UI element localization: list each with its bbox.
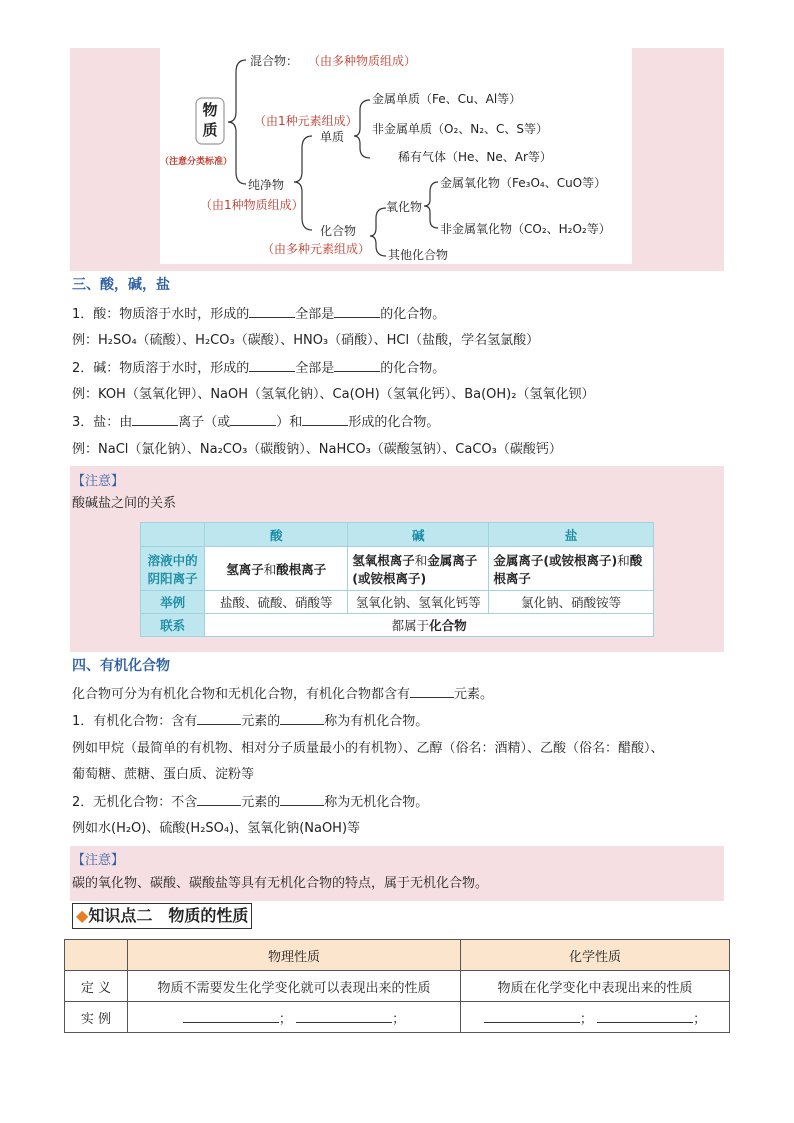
note-text-1: 酸碱盐之间的关系 [72,496,177,511]
link-compound: 化合物 [429,618,467,633]
metal-oxide: 金属氧化物（Fe₃O₄、CuO等） [440,176,607,190]
acid-blank-1[interactable] [249,305,295,318]
salt-def-part4: 形成的化合物。 [348,415,440,430]
intro-part1: 化合物可分为有机化合物和无机化合物，有机化合物都含有 [72,687,411,702]
other-compounds: 其他化合物 [388,248,449,262]
col-acid: 酸 [205,523,348,547]
inorg-def-part1: 2．无机化合物：不含 [72,795,198,810]
acid-ions [205,547,348,591]
acid-definition [72,305,445,324]
org-blank-2[interactable] [280,712,324,725]
acid-def-part1: 1．酸：物质溶于水时，形成的 [72,307,250,322]
salt-def-part1: 3．盐：由 [72,415,133,430]
row-link-head: 联系 [141,614,205,637]
acid-def-part3: 的化合物。 [380,307,446,322]
salt-def-part3: ）和 [276,415,303,430]
col-salt: 盐 [489,523,654,547]
chem-sep-2: ； [693,1011,707,1027]
salt-ions [489,547,654,591]
root-note: （注意分类标准） [160,157,233,167]
base-definition [72,359,445,378]
mixture-note: （由多种物质组成） [308,54,417,68]
base-ion-oh: 氢氧根离子 [352,552,415,568]
acid-ion-h: 氢离子 [226,561,264,577]
noble-gas: 稀有气体（He、Ne、Ar等） [398,150,552,164]
pure-label: 纯净物 [248,178,285,192]
salt-ion-and: 和 [617,552,630,568]
intro-blank[interactable] [410,685,454,698]
link-cell [205,614,654,637]
salt-blank-3[interactable] [302,413,348,426]
inorganic-examples: 例如水(H₂O)、硫酸(H₂SO₄)、氢氧化钠(NaOH)等 [72,821,361,836]
metal-simple: 金属单质（Fe、Cu、Al等） [372,92,522,106]
chemical-definition: 物质在化学变化中表现出来的性质 [461,971,730,1002]
organic-examples-1: 例如甲烷（最简单的有机物、相对分子质量最小的有机物）、乙醇（俗名：酒精）、乙酸（俗名：醋酸）、 [72,741,664,756]
col-base: 碱 [348,523,489,547]
org-blank-1[interactable] [197,712,241,725]
salt-examples: 例：NaCl（氯化钠）、Na₂CO₃（碳酸钠）、NaHCO₃（碳酸氢钠）、CaCO₃（碳酸钙） [72,442,562,457]
inorganic-definition [72,793,428,812]
nonmetal-simple: 非金属单质（O₂、N₂、C、S等） [372,122,549,136]
acid-blank-2[interactable] [334,305,380,318]
base-ions [348,547,489,591]
chem-sep-1: ； [579,1011,593,1027]
salt-def-part2: 离子（或 [178,415,231,430]
prop-corner [65,940,128,971]
root-node: 物质 [202,101,218,139]
col-physical: 物理性质 [128,940,461,971]
acid-examples: 例：H₂SO₄（硫酸）、H₂CO₃（碳酸）、HNO₃（硝酸）、HCl（盐酸，学名氢氯酸） [72,333,540,348]
compound-label: 化合物 [320,224,357,238]
property-table [64,939,730,1033]
row-definition-head: 定 义 [65,971,128,1002]
nonmetal-oxide: 非金属氧化物（CO₂、H₂O₂等） [440,222,611,236]
note-text-2: 碳的氧化物、碳酸、碳酸盐等具有无机化合物的特点，属于无机化合物。 [72,876,489,891]
salt-blank-1[interactable] [132,413,178,426]
acid-example-cell: 盐酸、硫酸、硝酸等 [205,591,348,614]
organic-examples-2: 葡萄糖、蔗糖、蛋白质、淀粉等 [72,767,255,782]
base-def-part3: 的化合物。 [380,361,446,376]
inorg-blank-1[interactable] [197,793,241,806]
base-ion-metal: 金属离子(或铵根离子) [352,552,478,586]
pure-note: （由1种物质组成） [200,198,304,212]
base-examples: 例：KOH（氢氧化钾）、NaOH（氢氧化钠）、Ca(OH)（氢氧化钙）、Ba(OH)₂（氢氧化钡） [72,387,595,402]
inorg-blank-2[interactable] [280,793,324,806]
base-blank-1[interactable] [249,359,295,372]
acid-ion-radical: 酸根离子 [276,561,327,577]
base-def-part1: 2．碱：物质溶于水时，形成的 [72,361,250,376]
salt-ion-radical: 酸根离子 [493,552,643,586]
section4-title: 四、有机化合物 [72,658,170,674]
section3-title: 三、酸，碱，盐 [72,277,170,293]
physical-definition: 物质不需要发生化学变化就可以表现出来的性质 [128,971,461,1002]
acid-base-salt-table [140,522,654,637]
table-corner [141,523,205,547]
col-chemical: 化学性质 [461,940,730,971]
org-def-part2: 元素的 [241,714,281,729]
salt-ion-metal: 金属离子(或铵根离子) [493,552,618,568]
base-ion-and: 和 [414,552,428,568]
diamond-icon: ◆ [76,906,89,925]
chemical-examples [461,1002,730,1033]
simple-label: 单质 [320,130,345,144]
phys-sep-1: ； [278,1011,292,1027]
physical-examples [128,1002,461,1033]
simple-note: （由1种元素组成） [254,114,358,128]
phys-sep-2: ； [392,1011,406,1027]
salt-definition [72,413,439,432]
classification-diagram [160,48,632,264]
salt-example-cell: 氯化钠、硝酸铵等 [489,591,654,614]
organic-definition [72,712,428,731]
phys-blank-2[interactable] [296,1010,392,1023]
chem-blank-1[interactable] [484,1010,580,1023]
chem-blank-2[interactable] [597,1010,693,1023]
mixture-label: 混合物： [250,54,299,68]
link-text: 都属于 [391,618,430,633]
salt-blank-2[interactable] [230,413,276,426]
base-blank-2[interactable] [334,359,380,372]
compound-note: （由多种元素组成） [262,242,371,256]
acid-def-part2: 全部是 [295,307,335,322]
row-example-head: 举例 [141,591,205,614]
organic-intro [72,685,493,704]
note-heading-1: 【注意】 [72,474,125,489]
inorg-def-part3: 称为无机化合物。 [324,795,429,810]
base-example-cell: 氢氧化钠、氢氧化钙等 [348,591,489,614]
knowledge2-header [72,903,252,929]
row-example-head-2: 实 例 [65,1002,128,1033]
oxide-label: 氧化物 [386,200,423,214]
intro-part2: 元素。 [454,687,494,702]
row-ions-head: 溶液中的阴阳离子 [141,547,205,591]
base-def-part2: 全部是 [295,361,335,376]
note-heading-2: 【注意】 [72,853,125,868]
phys-blank-1[interactable] [183,1010,279,1023]
inorg-def-part2: 元素的 [241,795,281,810]
acid-ion-and: 和 [263,561,277,577]
knowledge2-title: 知识点二 物质的性质 [88,906,249,925]
org-def-part3: 称为有机化合物。 [324,714,429,729]
org-def-part1: 1．有机化合物：含有 [72,714,198,729]
